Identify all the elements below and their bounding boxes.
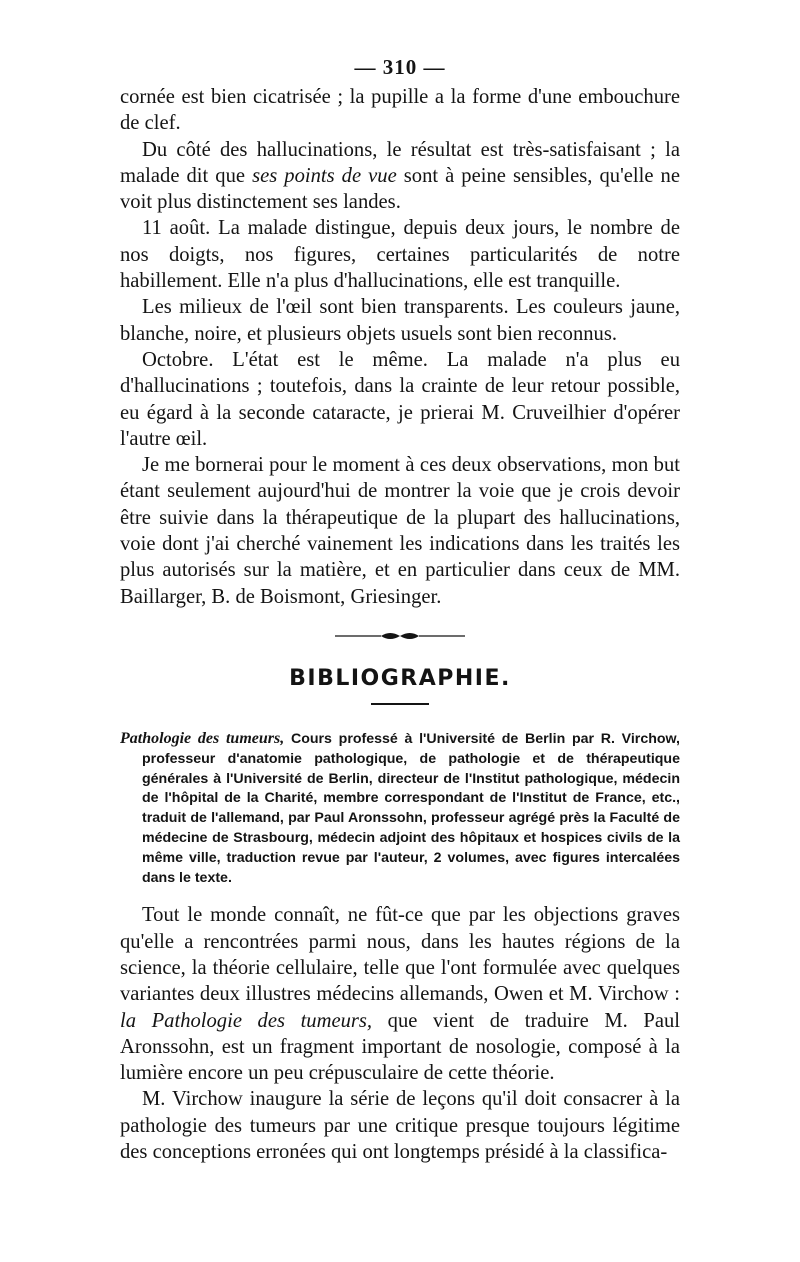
title-rule xyxy=(371,703,429,705)
paragraph: Les milieux de l'œil sont bien transparents. Les couleurs jaune, blanche, noire, et plusieurs objets usuels sont bien reconnus. xyxy=(120,296,680,345)
review-body xyxy=(120,902,680,1165)
paragraph: Tout le monde connaît, ne fût-ce que par les objections graves qu'elle a rencontrées parmi nous, dans les hautes régions de la science, la théorie cellulaire, telle que l'ont formulée avec quelques variantes deux illustres médecins allemands, Owen et M. Virchow : la Pathologie des tumeurs, que vient de traduire M. Paul Aronssohn, est un fragment important de nosologie, composé à la lumière encore un peu crépusculaire de cette théorie. xyxy=(120,904,680,1085)
paragraph: 11 août. La malade distingue, depuis deux jours, le nombre de nos doigts, nos figures, certaines particularités de notre habillement. Elle n'a plus d'hallucinations, elle est tranquille. xyxy=(120,217,680,293)
section-title: BIBLIOGRAPHIE. xyxy=(289,665,511,691)
page xyxy=(120,55,680,1165)
book-title: Pathologie des tumeurs, xyxy=(120,729,285,747)
paragraph: M. Virchow inaugure la série de leçons qu'il doit consacrer à la pathologie des tumeurs par une critique presque toujours légitime des conceptions erronées qui ont longtemps présidé à la classifica- xyxy=(120,1088,680,1163)
bibliography-entry xyxy=(120,729,680,888)
paragraph: Du côté des hallucinations, le résultat est très-satisfaisant ; la malade dit que ses points de vue sont à peine sensibles, qu'elle ne voit plus distinctement ses landes. xyxy=(120,138,680,214)
paragraph: Octobre. L'état est le même. La malade n'a plus eu d'hallucinations ; toutefois, dans la crainte de leur retour possible, eu égard à la seconde cataracte, je prierai M. Cruveilhier d'opérer l'autre œil. xyxy=(120,348,680,450)
page-number: — 310 — xyxy=(354,55,446,79)
ornament-divider-icon xyxy=(335,630,465,642)
paragraph: Je me bornerai pour le moment à ces deux observations, mon but étant seulement aujourd'hui de montrer la voie que je crois devoir être suivie dans la thérapeutique de la plupart des hallucinations, voie dont j'ai cherché vainement les indications dans les traités les plus autorisés sur la matière, et en particulier dans ceux de MM. Baillarger, B. de Boismont, Griesinger. xyxy=(120,454,680,608)
paragraph: cornée est bien cicatrisée ; la pupille a la forme d'une embouchure de clef. xyxy=(120,86,680,135)
book-details: Cours professé à l'Université de Berlin par R. Virchow, professeur d'anatomie pathologique, de pathologie et de thérapeutique générales à l'Université de Berlin, directeur de l'Institut pathologique, médecin de l'hôpital de la Charité, membre correspondant de l'Institut de France, etc., traduit de l'allemand, par Paul Aronssohn, professeur agrégé près la Faculté de médecine de Strasbourg, médecin adjoint des hôpitaux et hospices civils de la même ville, traduction revue par l'auteur, 2 volumes, avec figures intercalées dans le texte. xyxy=(142,730,680,886)
